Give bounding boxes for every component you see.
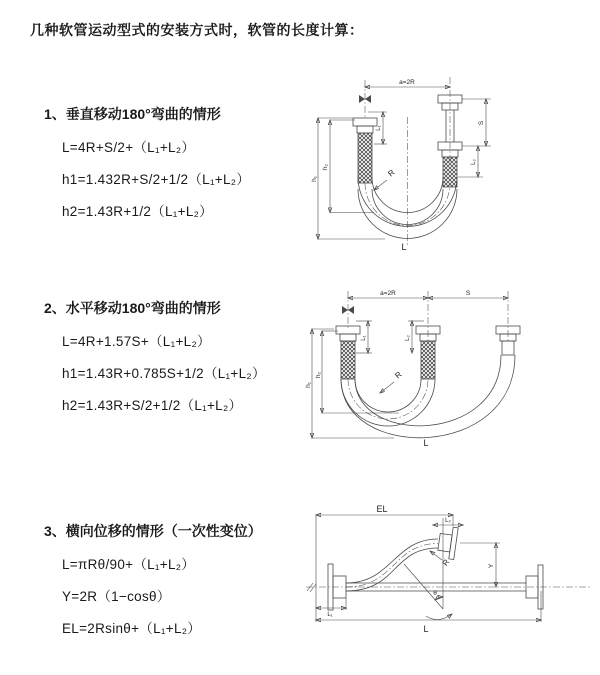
dim-label-h1: h₁ xyxy=(305,382,312,388)
radius-label: R xyxy=(393,369,404,381)
formula-length: L=4R+S/2+（L₁+L₂） xyxy=(62,140,196,155)
length-label: L xyxy=(423,624,429,634)
dim-label-l1: L₁ xyxy=(376,125,382,131)
dim-label-s: S xyxy=(478,120,485,126)
dim-label-y: Y xyxy=(488,563,495,569)
page-title: 几种软管运动型式的安装方式时，软管的长度计算： xyxy=(30,22,364,38)
formula-h2: h2=1.43R+S/2+1/2（L₁+L₂） xyxy=(62,398,243,413)
formula-el: EL=2Rsinθ+（L₁+L₂） xyxy=(62,621,202,636)
break-mark xyxy=(307,583,316,592)
hose-u-shapes xyxy=(336,291,520,438)
dim-label-l1: L₁ xyxy=(361,335,367,341)
section-3-heading: 3、横向位移的情形（一次性变位） xyxy=(44,523,262,539)
dim-label-l2: L₂ xyxy=(405,335,411,341)
length-label: L xyxy=(401,242,407,252)
dim-label-a2r: a=2R xyxy=(380,290,396,297)
formula-length: L=πRθ/90+（L₁+L₂） xyxy=(62,557,196,572)
formula-length: L=4R+1.57S+（L₁+L₂） xyxy=(62,334,211,349)
hose-s-curve xyxy=(306,518,590,620)
dim-label-s: S xyxy=(465,290,471,297)
dimensions xyxy=(305,290,508,448)
diagram-vertical-bend xyxy=(310,72,585,257)
dim-label-l2: L₂ xyxy=(445,518,451,524)
section-lateral-displacement xyxy=(44,521,262,637)
formula-h1: h1=1.432R+S/2+1/2（L₁+L₂） xyxy=(62,172,251,187)
displaced-flange xyxy=(437,525,458,559)
formula-h2: h2=1.43R+1/2（L₁+L₂） xyxy=(62,204,213,219)
section-1-heading: 1、垂直移动180°弯曲的情形 xyxy=(44,106,221,122)
section-horizontal-bend xyxy=(44,298,266,414)
diagram-horizontal-bend xyxy=(304,283,594,458)
dim-label-h2: h₂ xyxy=(315,371,322,379)
diagram-lateral-displacement xyxy=(298,502,598,642)
section-vertical-bend xyxy=(44,104,250,220)
dim-label-el: EL xyxy=(376,504,388,514)
dimensions xyxy=(316,504,541,634)
hose-u-shape xyxy=(353,77,462,247)
dim-label-h1: h₁ xyxy=(311,176,318,182)
dim-label-l2: L₂ xyxy=(471,159,477,165)
angle-label: θ xyxy=(433,590,437,597)
dim-label-l1: L₁ xyxy=(327,612,333,618)
radius-label: R xyxy=(440,557,452,568)
section-2-heading: 2、水平移动180°弯曲的情形 xyxy=(44,300,221,316)
formula-h1: h1=1.43R+0.785S+1/2（L₁+L₂） xyxy=(62,366,266,381)
dim-label-h2: h₂ xyxy=(322,163,329,171)
radius-label: R xyxy=(386,167,397,179)
length-label: L xyxy=(423,438,429,448)
dim-label-a2r: a=2R xyxy=(399,79,415,86)
formula-y: Y=2R（1−cosθ） xyxy=(62,589,171,604)
